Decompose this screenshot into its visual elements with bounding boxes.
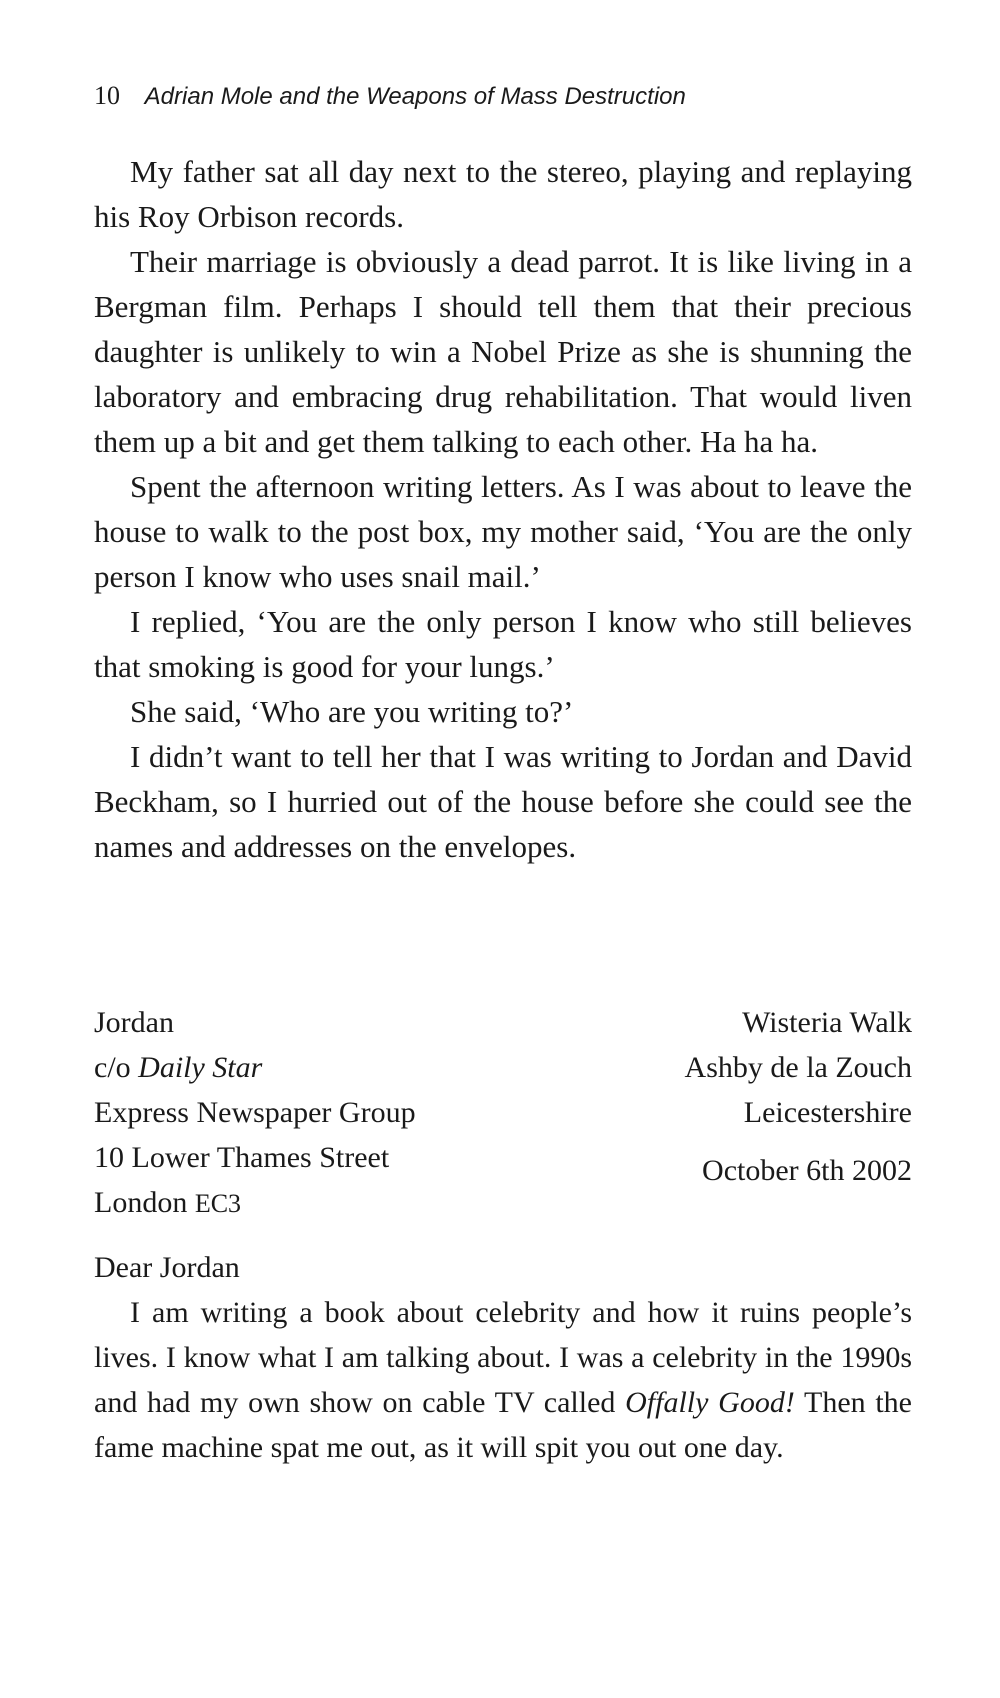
letter-salutation: Dear Jordan — [94, 1251, 240, 1284]
recipient-city-line — [94, 1180, 564, 1226]
recipient-postcode: EC3 — [194, 1189, 242, 1218]
sender-county: Leicestershire — [743, 1096, 912, 1129]
page-number: 10 — [94, 81, 120, 110]
letter-body — [94, 1245, 912, 1470]
paragraph-who-writing: She said, ‘Who are you writing to?’ — [130, 694, 574, 729]
care-of-prefix: c/o — [94, 1051, 131, 1084]
sender-street: Wisteria Walk — [742, 1006, 912, 1039]
show-title: Offally Good! — [625, 1386, 795, 1419]
paragraph-letters: Spent the afternoon writing letters. As I was about to leave the house to walk to the post box, my mother said, ‘You are the only person I know who uses snail mail.’ — [94, 469, 912, 594]
letter-date: October 6th 2002 — [702, 1154, 912, 1187]
letter-address-block — [94, 1000, 912, 1220]
sender-town: Ashby de la Zouch — [684, 1051, 912, 1084]
paragraph-jordan-beckham: I didn’t want to tell her that I was writing to Jordan and David Beckham, so I hurried out of the house before she could see the names and addresses on the envelopes. — [94, 739, 912, 864]
care-of-publication: Daily Star — [138, 1051, 263, 1084]
recipient-street: 10 Lower Thames Street — [94, 1141, 390, 1174]
letter-text-part2: Then the fame machine spat me out, as it will spit you out one day. — [94, 1386, 912, 1464]
running-header — [94, 76, 914, 116]
paragraph-dead-parrot: Their marriage is obviously a dead parrot. It is like living in a Bergman film. Perhaps I should tell them that their precious daughter is unlikely to win a Nobel Prize as she is shunning the laboratory and embracing drug rehabilitation. That would liven them up a bit and get them talking to each other. Ha ha ha. — [94, 244, 912, 459]
letter-paragraph — [94, 1290, 912, 1470]
paragraph-reply: I replied, ‘You are the only person I know who still believes that smoking is good for your lungs.’ — [94, 604, 912, 684]
diary-body — [94, 149, 912, 869]
recipient-address — [94, 1000, 564, 1226]
recipient-city: London — [94, 1186, 188, 1219]
sender-address — [572, 1000, 912, 1193]
recipient-company: Express Newspaper Group — [94, 1096, 416, 1129]
letter-text-part1: I am writing a book about celebrity and how it ruins people’s lives. I know what I am talking about. I was a celebrity in the 1990s and had my own show on cable TV called — [94, 1296, 912, 1419]
recipient-name: Jordan — [94, 1006, 174, 1039]
book-title: Adrian Mole and the Weapons of Mass Destruction — [144, 83, 686, 110]
recipient-care-of — [94, 1045, 564, 1090]
paragraph-father-stereo: My father sat all day next to the stereo, playing and replaying his Roy Orbison records. — [94, 154, 912, 234]
